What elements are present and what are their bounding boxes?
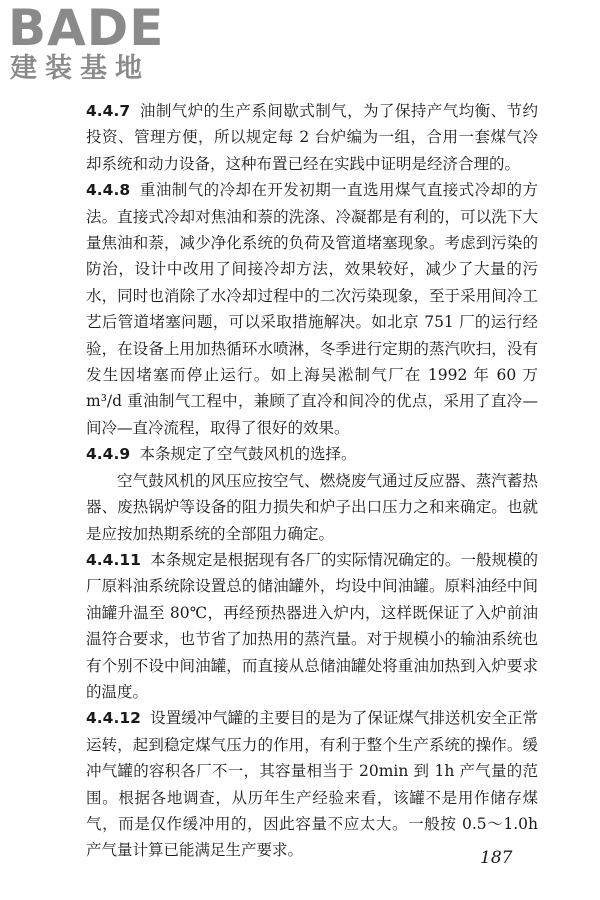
paragraph-4-4-11: [86, 547, 538, 705]
clause-number: 4.4.11: [86, 550, 141, 569]
paragraph-text: 重油制气的冷却在开发初期一直选用煤气直接式冷却的方法。直接式冷却对焦油和萘的洗涤、冷凝都是有利的，可以洗下大量焦油和萘，减少净化系统的负荷及管道堵塞现象。考虑到污染的防治，设计中改用了间接冷却方法，效果较好，减少了大量的污水，同时也消除了水冷却过程中的二次污染现象，至于采用间冷工艺后管道堵塞问题，可以采取措施解决。如北京 751 厂的运行经验，在设备上用加热循环水喷淋，冬季进行定期的蒸汽吹扫，没有发生因堵塞而停止运行。如上海吴淞制气厂在 1992 年 60 万 m³/d 重油制气工程中，兼顾了直冷和间冷的优点，采用了直冷—间冷—直冷流程，取得了很好的效果。: [86, 181, 538, 437]
paragraph-text: 空气鼓风机的风压应按空气、燃烧废气通过反应器、蒸汽蓄热器、废热锅炉等设备的阻力损失和炉子出口压力之和来确定。也就是应按加热期系统的全部阻力确定。: [86, 471, 538, 543]
paragraph-4-4-9: [86, 441, 538, 467]
paragraph-text: 油制气炉的生产系间歇式制气，为了保持产气均衡、节约投资、管理方便，所以规定每 2 台炉编为一组，合用一套煤气冷却系统和动力设备，这种布置已经在实践中证明是经济合理的。: [86, 102, 538, 173]
logo-wordmark: BADE: [8, 0, 165, 57]
clause-number: 4.4.12: [86, 709, 141, 728]
logo-subtitle: 建装基地: [10, 53, 150, 84]
paragraph-text: 本条规定是根据现有各厂的实际情况确定的。一般规模的厂原料油系统除设置总的储油罐外，均设中间油罐。原料油经中间油罐升温至 80℃，再经预热器进入炉内，这样既保证了入炉前油温符合要求，也节省了加热用的蒸汽量。对于规模小的输油系统也有个别不设中间油罐，而直接从总储油罐处将重油加热到入炉要求的温度。: [86, 550, 538, 701]
bade-logo: [8, 2, 178, 92]
paragraph-4-4-8: [86, 177, 538, 441]
paragraph-4-4-9-detail: [86, 468, 538, 547]
page-number: 187: [480, 848, 513, 868]
paragraph-text: 设置缓冲气罐的主要目的是为了保证煤气排送机安全正常运转，起到稳定煤气压力的作用，有利于整个生产系统的操作。缓冲气罐的容积各厂不一，其容量相当于 20min 到 1h 产气量的范围。根据各地调查，从历年生产经验来看，该罐不是用作储存煤气，而是仅作缓冲用的，因此容量不应太大。一般按 0.5～1.0h 产气量计算已能满足生产要求。: [86, 709, 538, 860]
paragraph-4-4-7: [86, 98, 538, 177]
clause-number: 4.4.9: [86, 445, 131, 464]
paragraph-text: 本条规定了空气鼓风机的选择。: [139, 445, 357, 464]
paragraph-4-4-12: [86, 705, 538, 863]
document-body: [86, 98, 538, 864]
clause-number: 4.4.7: [86, 102, 131, 120]
clause-number: 4.4.8: [86, 181, 131, 200]
